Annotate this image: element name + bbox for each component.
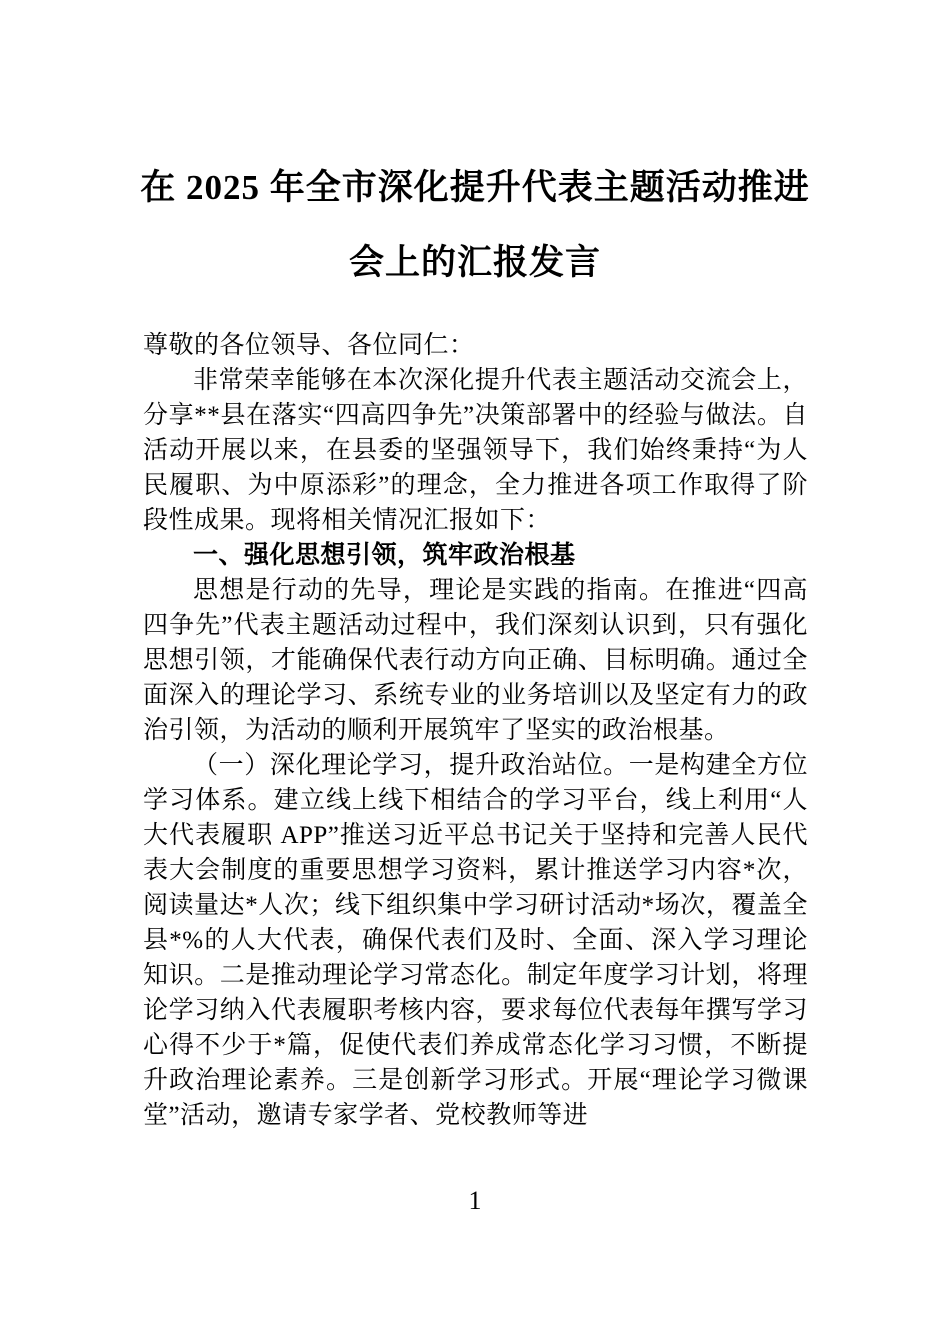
paragraph-salutation: 尊敬的各位领导、各位同仁： xyxy=(143,332,475,359)
paragraph-body: 非常荣幸能够在本次深化提升代表主题活动交流会上，分享**县在落实“四高四争先”决策部署中的经验与做法。自活动开展以来，在县委的坚强领导下，我们始终秉持“为人民履职、为中原添彩”的理念，全力推进各项工作取得了阶段性成果。现将相关情况汇报如下： xyxy=(143,367,808,534)
paragraph-body: （一）深化理论学习，提升政治站位。一是构建全方位学习体系。建立线上线下相结合的学习平台，线上利用“人大代表履职 APP”推送习近平总书记关于坚持和完善人民代表大会制度的重要思想学习资料，累计推送学习内容*次，阅读量达*人次；线下组织集中学习研讨活动*场次，覆盖全县*%的人大代表，确保代表们及时、全面、深入学习理论知识。二是推动理论学习常态化。制定年度学习计划，将理论学习纳入代表履职考核内容，要求每位代表每年撰写学习心得不少于*篇，促使代表们养成常态化学习习惯，不断提升政治理论素养。三是创新学习形式。开展“理论学习微课堂”活动，邀请专家学者、党校教师等进 xyxy=(143,752,808,1129)
paragraph-body: 思想是行动的先导，理论是实践的指南。在推进“四高四争先”代表主题活动过程中，我们深刻认识到，只有强化思想引领，才能确保代表行动方向正确、目标明确。通过全面深入的理论学习、系统专业的业务培训以及坚定有力的政治引领，为活动的顺利开展筑牢了坚实的政治根基。 xyxy=(143,577,808,744)
title-line-1: 在 2025 年全市深化提升代表主题活动推进 xyxy=(140,168,810,207)
page-number: 1 xyxy=(468,1186,482,1215)
document-body xyxy=(143,328,808,1133)
title-line-2: 会上的汇报发言 xyxy=(348,243,601,282)
paragraph-heading: 一、强化思想引领，筑牢政治根基 xyxy=(193,542,576,569)
document-title xyxy=(0,0,950,300)
